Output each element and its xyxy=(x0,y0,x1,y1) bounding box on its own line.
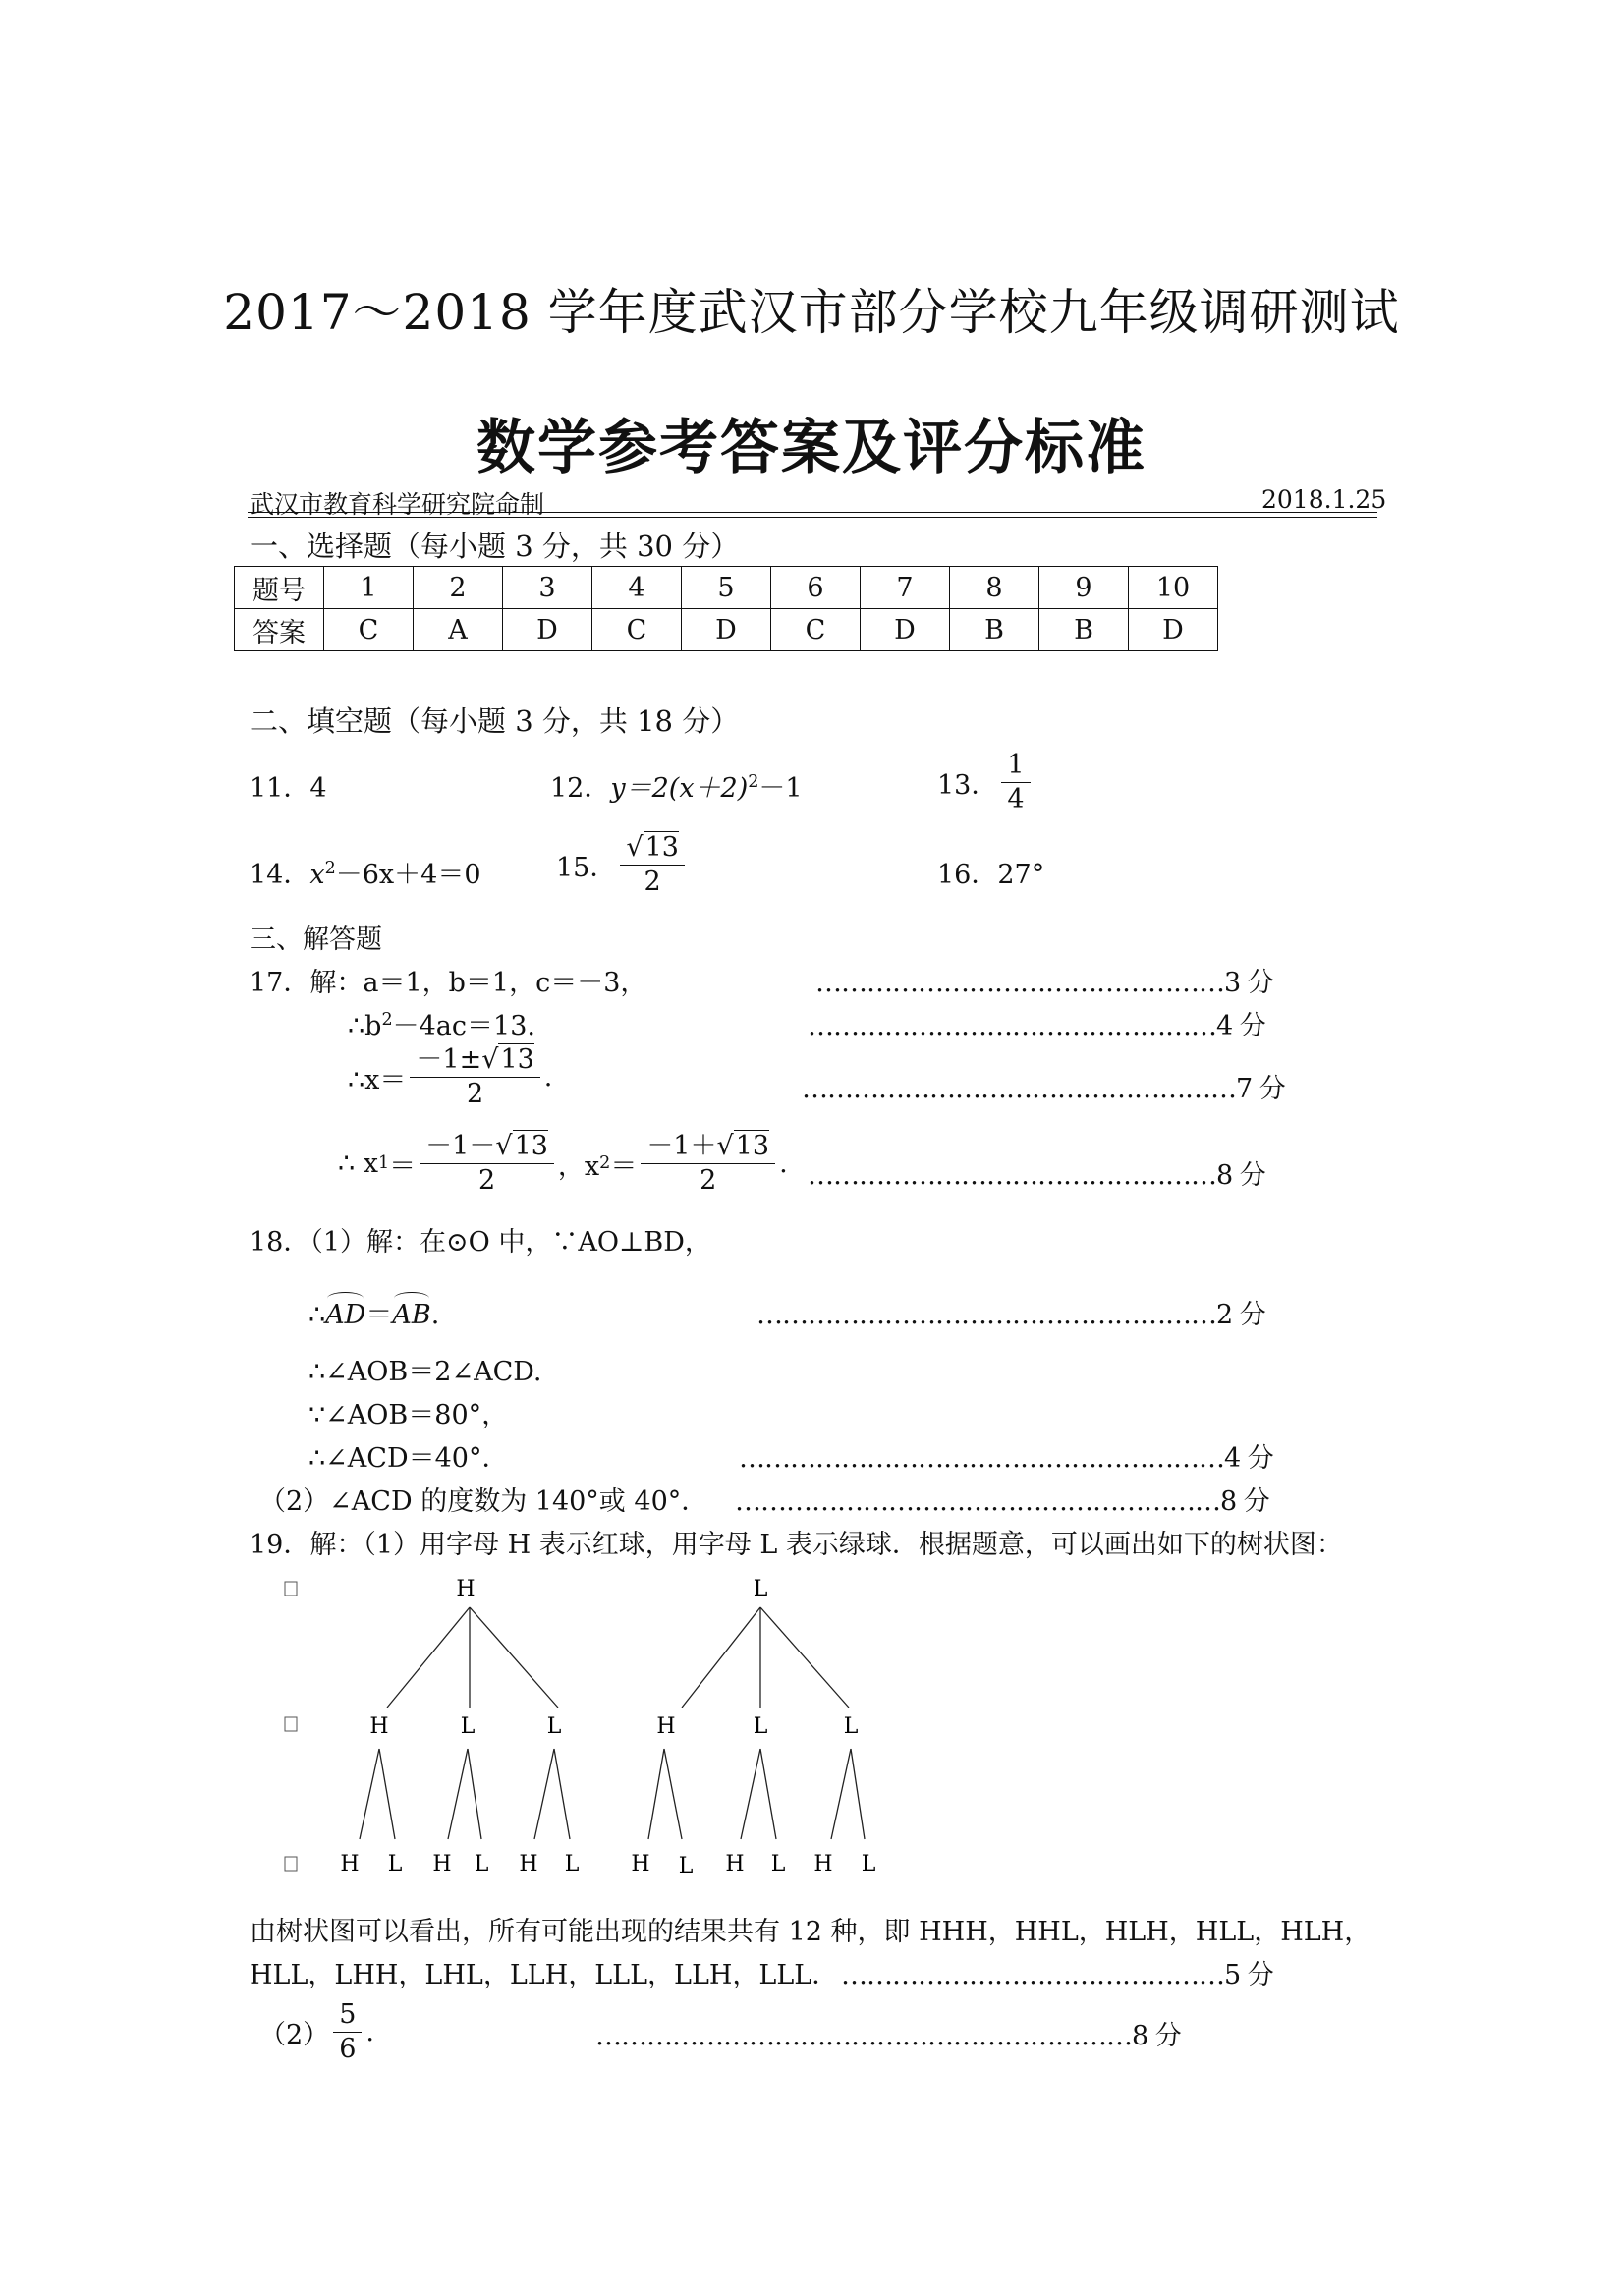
math-text: . xyxy=(779,1148,788,1179)
table-cell: C xyxy=(592,609,682,651)
arc-label: AD xyxy=(325,1300,366,1330)
table-cell: D xyxy=(682,609,771,651)
q15 xyxy=(556,831,689,899)
denominator: 2 xyxy=(467,1078,484,1109)
q12 xyxy=(550,766,803,805)
q18-line2 xyxy=(308,1293,439,1331)
sqrt-radicand: 13 xyxy=(644,832,679,863)
denominator: 2 xyxy=(477,1164,496,1196)
q-number: 12． xyxy=(550,773,611,804)
q18-line4: ∵∠AOB＝80°， xyxy=(308,1400,509,1430)
q-answer-tail: －1 xyxy=(758,773,803,804)
q-answer: 4 xyxy=(309,773,327,804)
section3-heading: 三、解答题 xyxy=(250,924,382,955)
sqrt-radicand: 13 xyxy=(514,1131,548,1161)
math-text: ＝ xyxy=(365,1300,393,1330)
exponent: 2 xyxy=(381,1010,393,1030)
math-text: －4ac＝13. xyxy=(392,1011,535,1041)
answer-table xyxy=(234,566,1218,651)
denominator: 4 xyxy=(1007,783,1025,814)
tree-leaf: H xyxy=(631,1852,650,1876)
numerator: －1－√13 xyxy=(420,1130,554,1164)
header-rule xyxy=(248,512,1377,513)
table-cell: D xyxy=(1129,609,1218,651)
math-text: . xyxy=(543,1061,553,1092)
math-text: ∴b xyxy=(348,1011,382,1041)
q14 xyxy=(250,853,481,891)
tree-leaf: L xyxy=(387,1852,403,1876)
placeholder-box xyxy=(285,1717,297,1731)
sqrt-radicand: 13 xyxy=(735,1131,770,1161)
q-answer: y＝2(x＋2) xyxy=(610,773,749,804)
score: 7 分 xyxy=(1236,1074,1285,1104)
numerator: －1±√13 xyxy=(410,1043,539,1078)
tree-leaf: L xyxy=(678,1854,694,1878)
score: 4 分 xyxy=(1216,1011,1265,1041)
tree-leaf: L xyxy=(770,1852,786,1876)
exponent: 2 xyxy=(748,772,759,792)
score-line: …………………………………………………8 分 xyxy=(735,1486,1269,1517)
tree-leaf: H xyxy=(813,1852,833,1876)
denominator: 2 xyxy=(644,866,661,897)
math-text: ∴ x xyxy=(338,1148,378,1179)
math-text: ∴ xyxy=(308,1300,326,1330)
math-text: . xyxy=(430,1300,440,1330)
score: 8 分 xyxy=(1216,1160,1265,1191)
document-title: 2017～2018 学年度武汉市部分学校九年级调研测试 xyxy=(223,284,1400,341)
table-cell: 4 xyxy=(592,567,682,609)
score-line: …………………………………………8 分 xyxy=(808,1160,1265,1191)
score-line: …………………………………………………4 分 xyxy=(739,1443,1273,1474)
fraction xyxy=(1001,749,1030,816)
q19-line2: 由树状图可以看出，所有可能出现的结果共有 12 种，即 HHH，HHL，HLH，HLL，HLH， xyxy=(250,1917,1371,1947)
math-text: ∴x＝ xyxy=(348,1064,407,1095)
math-text: ＝ xyxy=(389,1150,417,1182)
header-rule-double xyxy=(248,517,1377,518)
math-text: －1＋ xyxy=(646,1131,717,1161)
table-cell: 1 xyxy=(324,567,414,609)
arc-label: AB xyxy=(392,1300,431,1330)
q18-line1: 18．（1）解：在⊙O 中，∵AO⊥BD， xyxy=(250,1227,711,1258)
table-cell: D xyxy=(503,609,592,651)
table-cell: B xyxy=(950,609,1039,651)
table-cell: 3 xyxy=(503,567,592,609)
q-answer-tail: －6x＋4＝0 xyxy=(335,860,481,890)
math-text: ＝ xyxy=(610,1150,638,1182)
fraction xyxy=(410,1043,539,1111)
table-cell: 题号 xyxy=(235,567,324,609)
score: 4 分 xyxy=(1224,1443,1273,1474)
tree-node: H xyxy=(656,1714,676,1739)
placeholder-box xyxy=(285,1582,297,1596)
score-line: ………………………………………5 分 xyxy=(841,1960,1273,1990)
denominator: 2 xyxy=(700,1164,717,1196)
q17-line2 xyxy=(348,1004,535,1042)
tree-leaf: L xyxy=(861,1852,876,1876)
table-cell: 6 xyxy=(771,567,861,609)
table-cell: A xyxy=(414,609,503,651)
numerator: 5 xyxy=(333,1998,362,2033)
q19-line4 xyxy=(259,1998,374,2066)
fraction xyxy=(333,1998,362,2066)
tree-leaf: L xyxy=(564,1852,580,1876)
q-number: 11． xyxy=(250,773,310,804)
q-number: 15． xyxy=(556,852,617,883)
q11 xyxy=(250,766,327,805)
q16 xyxy=(937,853,1044,891)
fraction xyxy=(420,1130,554,1198)
tree-leaf: H xyxy=(432,1852,452,1876)
math-text: －1－ xyxy=(425,1131,496,1161)
tree-leaf: L xyxy=(474,1852,489,1876)
table-cell: C xyxy=(771,609,861,651)
q17-line3 xyxy=(348,1043,552,1111)
numerator: √13 xyxy=(620,831,685,866)
placeholder-box xyxy=(285,1857,297,1871)
table-row xyxy=(235,567,1218,609)
tree-diagram xyxy=(265,1572,933,1886)
score: 3 分 xyxy=(1224,968,1273,998)
table-cell: 8 xyxy=(950,567,1039,609)
fraction xyxy=(641,1130,775,1198)
score-line: ……………………………………………7 分 xyxy=(802,1074,1285,1104)
table-row xyxy=(235,609,1218,651)
q19-line3: HLL，LHH，LHL，LLH，LLL，LLH，LLL． xyxy=(250,1960,839,1990)
date: 2018.1.25 xyxy=(1261,485,1387,514)
tree-branches xyxy=(387,1607,849,1708)
table-cell: 5 xyxy=(682,567,771,609)
tree-node: L xyxy=(460,1714,476,1739)
table-cell: B xyxy=(1039,609,1129,651)
tree-leaf: H xyxy=(340,1852,360,1876)
q-answer: 27° xyxy=(997,860,1045,890)
score: 5 分 xyxy=(1224,1960,1273,1990)
denominator: 6 xyxy=(339,2033,357,2064)
score-line: ………………………………………………………8 分 xyxy=(595,2021,1181,2051)
tree-node: L xyxy=(753,1714,768,1739)
sqrt-radicand: 13 xyxy=(500,1044,534,1075)
subscript: 2 xyxy=(599,1153,611,1174)
numerator: 1 xyxy=(1001,749,1030,783)
tree-node: L xyxy=(753,1577,768,1601)
tree-leaf: H xyxy=(519,1852,538,1876)
tree-node: H xyxy=(456,1577,476,1601)
table-cell: 9 xyxy=(1039,567,1129,609)
q18-line3: ∴∠AOB＝2∠ACD. xyxy=(308,1357,542,1387)
section1-heading: 一、选择题（每小题 3 分，共 30 分） xyxy=(250,530,740,563)
table-cell: 2 xyxy=(414,567,503,609)
table-cell: 10 xyxy=(1129,567,1218,609)
score-line: …………………………………………3 分 xyxy=(815,968,1273,998)
exponent: 2 xyxy=(324,859,336,878)
table-cell: D xyxy=(861,609,950,651)
table-cell: C xyxy=(324,609,414,651)
score: 8 分 xyxy=(1132,2021,1181,2051)
table-cell: 7 xyxy=(861,567,950,609)
score: 2 分 xyxy=(1216,1300,1265,1330)
q19-line1: 19．解：（1）用字母 H 表示红球，用字母 L 表示绿球．根据题意，可以画出如下的树状图： xyxy=(250,1530,1343,1560)
tree-node: H xyxy=(369,1714,389,1739)
tree-leaf: H xyxy=(725,1852,745,1876)
q-number: 13． xyxy=(937,769,998,801)
q17-line4 xyxy=(338,1130,788,1198)
q13 xyxy=(937,749,1035,816)
math-text: ，x xyxy=(557,1150,600,1182)
score-line: ………………………………………………2 分 xyxy=(756,1300,1265,1330)
q18-line5: ∴∠ACD＝40°． xyxy=(308,1443,509,1474)
document-subtitle: 数学参考答案及评分标准 xyxy=(476,414,1147,482)
table-cell: 答案 xyxy=(235,609,324,651)
section2-heading: 二、填空题（每小题 3 分，共 18 分） xyxy=(250,704,740,738)
q-number: 14． xyxy=(250,860,310,890)
tree-branches xyxy=(360,1749,865,1839)
q18-line6: （2）∠ACD 的度数为 140°或 40°． xyxy=(259,1486,708,1517)
score: 8 分 xyxy=(1220,1486,1269,1517)
q17-line1: 17．解：a＝1，b＝1，c＝－3， xyxy=(250,968,647,998)
math-text: －1± xyxy=(416,1044,482,1075)
score-line: …………………………………………4 分 xyxy=(808,1011,1265,1041)
numerator: －1＋√13 xyxy=(641,1130,775,1164)
issuer: 武汉市教育科学研究院命制 xyxy=(250,490,545,519)
math-text: （2） xyxy=(259,2019,330,2050)
tree-node: L xyxy=(843,1714,859,1739)
fraction xyxy=(620,831,685,899)
math-text: . xyxy=(365,2016,374,2047)
subscript: 1 xyxy=(378,1153,390,1174)
tree-node: L xyxy=(546,1714,562,1739)
q-number: 16． xyxy=(937,860,998,890)
q-answer: x xyxy=(309,860,325,890)
